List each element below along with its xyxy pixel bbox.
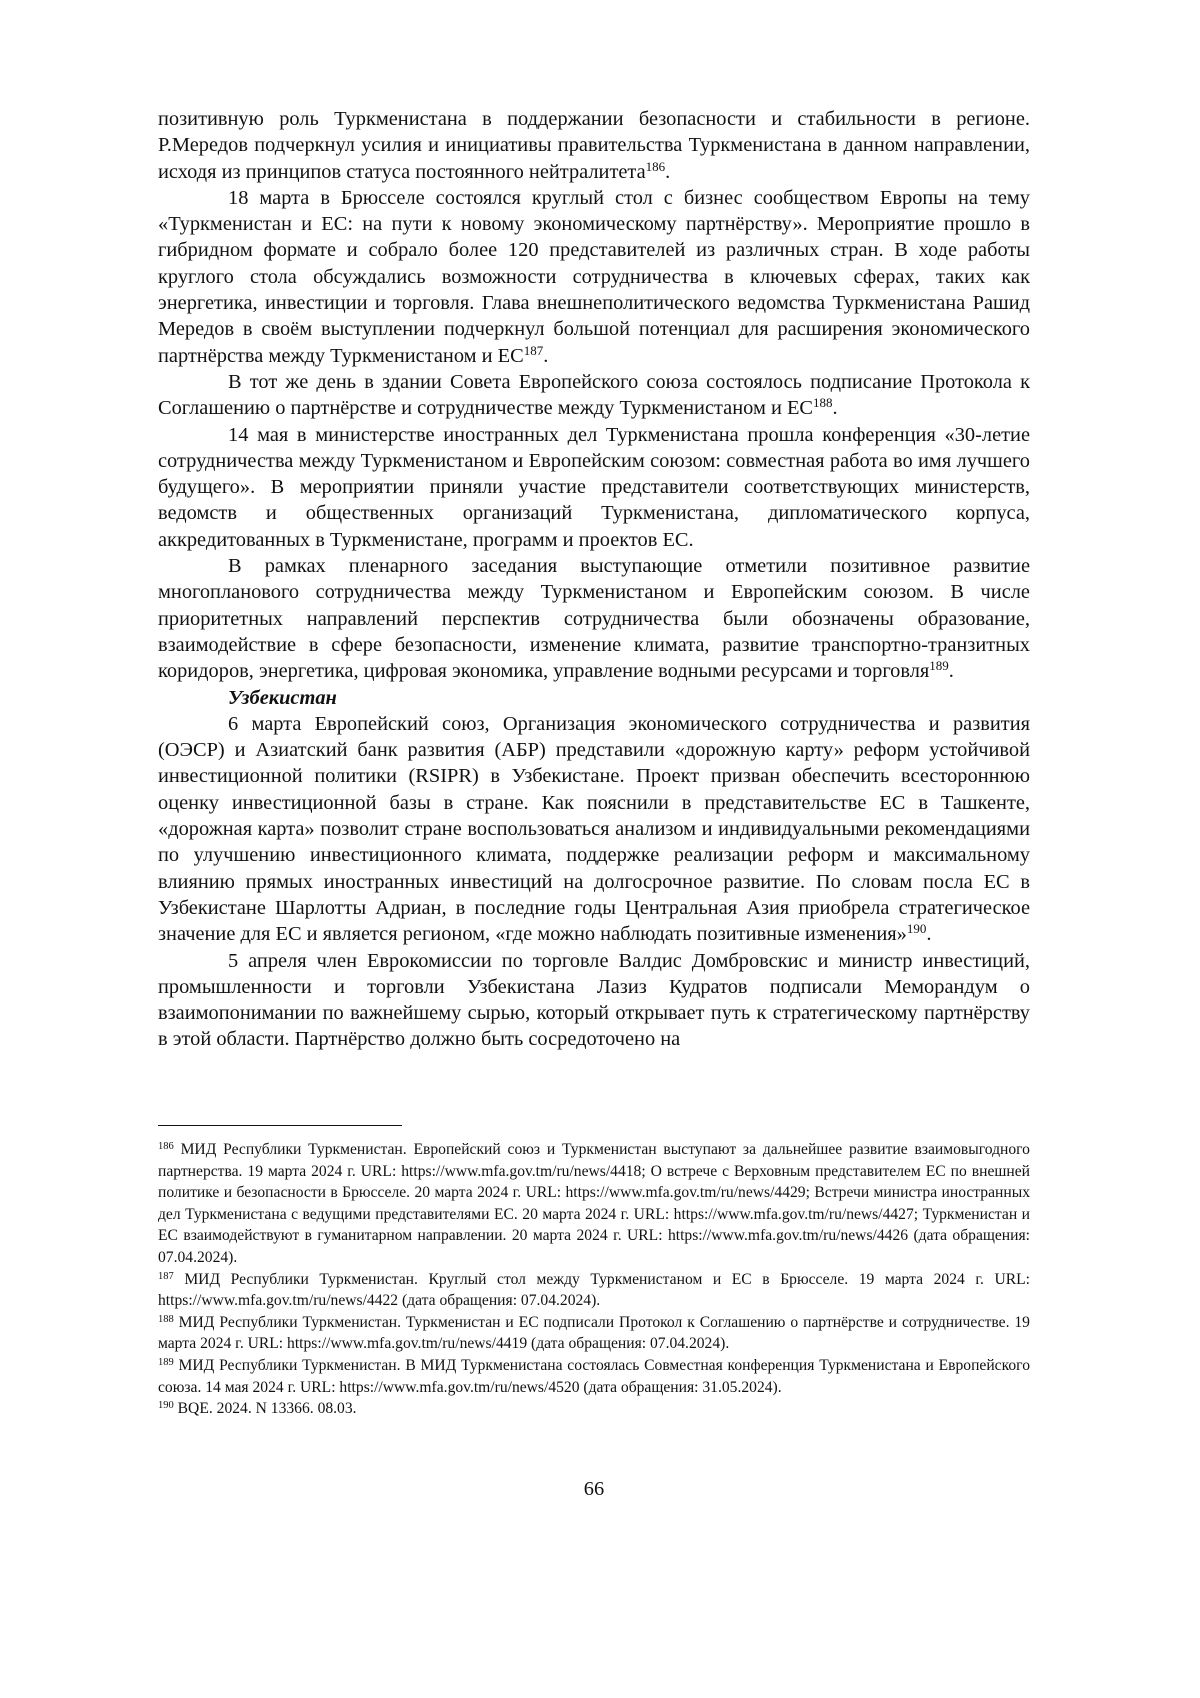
footnote [158, 1312, 1030, 1355]
footnote [158, 1355, 1030, 1398]
footnotes [158, 1139, 1030, 1420]
section-heading: Узбекистан [228, 686, 337, 709]
footnote-number: 190 [158, 1400, 174, 1412]
footnote-number: 186 [158, 1141, 174, 1152]
paragraph: В тот же день в здании Совета Европейского союза состоялось подписание Протокола к Соглашению о партнёрстве и сотрудничестве между Туркменистаном и ЕС$^{188}$. [158, 370, 1030, 420]
footnote [158, 1139, 1030, 1269]
paragraph-text: В рамках пленарного заседания выступающие отметили позитивное развитие многопланового сотрудничества между Туркменистаном и Европейским союзом. В числе приоритетных направлений перспектив сотрудничества были обозначены образование, взаимодействие в сфере безопасности, изменение климата, развитие транспортно-транзитных коридоров, энергетика, цифровая экономика, управление водными ресурсами и торговля [158, 555, 1030, 683]
footnote-ref[interactable]: 187 [523, 342, 544, 358]
footnote-text: МИД Республики Туркменистан. Европейский союз и Туркменистан выступают за дальнейшее развитие взаимовыгодного партнерства. 19 марта 2024 г. URL: https://www.mfa.gov.tm/ru/news/4418; О встрече с Верховным представителем ЕС по внешней политике и безопасности в Брюсселе. 20 марта 2024 г. URL: https://www.mfa.gov.tm/ru/news/4429; Встречи министра иностранных дел Туркменистана с ведущими представителями ЕС. 20 марта 2024 г. URL: https://www.mfa.gov.tm/ru/news/4427; Туркменистан и ЕС взаимодействуют в гуманитарном направлении. 20 марта 2024 г. URL: https://www.mfa.gov.tm/ru/news/4426 (дата обращения: 07.04.2024). [158, 1141, 1030, 1266]
footnote-number: 188 [158, 1313, 174, 1325]
paragraph: 18 марта в Брюсселе состоялся круглый стол с бизнес сообществом Европы на тему «Туркменистан и ЕС: на пути к новому экономическому партнёрству». Мероприятие прошло в гибридном формате и собрало более 120 представителей из различных стран. В ходе работы круглого стола обсуждались возможности сотрудничества в ключевых сферах, таких как энергетика, инвестиции и торговля. Глава внешнеполитического ведомства Туркменистана Рашид Мередов в своём выступлении подчеркнул большой потенциал для расширения экономического партнёрства между Туркменистаном и ЕС$^{187}$. [158, 186, 1030, 367]
footnote-ref[interactable]: 186 [645, 158, 666, 174]
footnote-ref[interactable]: 190 [906, 921, 927, 937]
footnote-ref[interactable]: 188 [813, 395, 833, 411]
paragraph-text: 18 марта в Брюсселе состоялся круглый стол с бизнес сообществом Европы на тему «Туркменистан и ЕС: на пути к новому экономическому партнёрству». Мероприятие прошло в гибридном формате и собрало более 120 представителей из различных стран. В ходе работы круглого стола обсуждались возможности сотрудничества в ключевых сферах, таких как энергетика, инвестиции и торговля. Глава внешнеполитического ведомства Туркменистана Рашид Мередов в своём выступлении подчеркнул большой потенциал для расширения экономического партнёрства между Туркменистаном и ЕС [158, 186, 1030, 367]
body-text [158, 106, 1030, 1053]
paragraph-text: 5 апреля член Еврокомиссии по торговле Валдис Домбровскис и министр инвестиций, промышленности и торговли Узбекистана Лазиз Кудратов подписали Меморандум о взаимопонимании по важнейшему сырью, который открывает путь к стратегическому партнёрству в этой области. Партнёрство должно быть сосредоточено на [158, 949, 1030, 1051]
footnote [158, 1269, 1030, 1312]
footnote-ref[interactable]: 189 [929, 658, 949, 674]
footnote-separator [158, 1125, 402, 1126]
footnote [158, 1398, 1030, 1420]
footnote-text: МИД Республики Туркменистан. Туркменистан и ЕС подписали Протокол к Соглашению о партнёрстве и сотрудничестве. 19 марта 2024 г. URL: https://www.mfa.gov.tm/ru/news/4419 (дата обращения: 07.04.2024). [158, 1313, 1030, 1353]
paragraph-text: позитивную роль Туркменистана в поддержании безопасности и стабильности в регионе. Р.Мередов подчеркнул усилия и инициативы правительства Туркменистана в данном направлении, исходя из принципов статуса постоянного нейтралитета [158, 108, 1030, 183]
paragraph [158, 422, 1030, 553]
footnote-number: 189 [158, 1356, 174, 1368]
footnote-number: 187 [158, 1270, 174, 1282]
paragraph: позитивную роль Туркменистана в поддержании безопасности и стабильности в регионе. Р.Мередов подчеркнул усилия и инициативы правительства Туркменистана в данном направлении, исходя из принципов статуса постоянного нейтралитета$^{186}$. [158, 108, 1030, 183]
paragraph-text: В тот же день в здании Совета Европейского союза состоялось подписание Протокола к Соглашению о партнёрстве и сотрудничестве между Туркменистаном и ЕС [158, 370, 1030, 420]
paragraph: 6 марта Европейский союз, Организация экономического сотрудничества и развития (ОЭСР) и Азиатский банк развития (АБР) представили «дорожную карту» реформ устойчивой инвестиционной политики (RSIPR) в Узбекистане. Проект призван обеспечить всестороннюю оценку инвестиционной базы в стране. Как пояснили в представительстве ЕС в Ташкенте, «дорожная карта» позволит стране воспользоваться анализом и индивидуальными рекомендациями по улучшению инвестиционного климата, поддержке реализации реформ и максимальному влиянию прямых иностранных инвестиций на долгосрочное развитие. По словам посла ЕС в Узбекистане Шарлотты Адриан, в последние годы Центральная Азия приобрела стратегическое значение для ЕС и является регионом, «где можно наблюдать позитивные изменения»$^{190}$. [158, 712, 1030, 946]
paragraph: В рамках пленарного заседания выступающие отметили позитивное развитие многопланового сотрудничества между Туркменистаном и Европейским союзом. В числе приоритетных направлений перспектив сотрудничества были обозначены образование, взаимодействие в сфере безопасности, изменение климата, развитие транспортно-транзитных коридоров, энергетика, цифровая экономика, управление водными ресурсами и торговля$^{189}$. [158, 555, 1030, 683]
paragraph [158, 948, 1030, 1053]
footnote-text: BQE. 2024. N 13366. 08.03. [177, 1400, 357, 1418]
paragraph-text: 14 мая в министерстве иностранных дел Туркменистана прошла конференция «30-летие сотрудничества между Туркменистаном и Европейским союзом: совместная работа во имя лучшего будущего». В мероприятии приняли участие представители соответствующих министерств, ведомств и общественных организаций Туркменистана, дипломатического корпуса, аккредитованных в Туркменистане, программ и проектов ЕС. [158, 423, 1030, 551]
paragraph-text: 6 марта Европейский союз, Организация экономического сотрудничества и развития (ОЭСР) и Азиатский банк развития (АБР) представили «дорожную карту» реформ устойчивой инвестиционной политики (RSIPR) в Узбекистане. Проект призван обеспечить всестороннюю оценку инвестиционной базы в стране. Как пояснили в представительстве ЕС в Ташкенте, «дорожная карта» позволит стране воспользоваться анализом и индивидуальными рекомендациями по улучшению инвестиционного климата, поддержке реализации реформ и максимальному влиянию прямых иностранных инвестиций на долгосрочное развитие. По словам посла ЕС в Узбекистане Шарлотты Адриан, в последние годы Центральная Азия приобрела стратегическое значение для ЕС и является регионом, «где можно наблюдать позитивные изменения» [158, 712, 1030, 946]
page-number: 66 [583, 1478, 605, 1500]
footnote-text: МИД Республики Туркменистан. В МИД Туркменистана состоялась Совместная конференция Туркменистана и Европейского союза. 14 мая 2024 г. URL: https://www.mfa.gov.tm/ru/news/4520 (дата обращения: 31.05.2024). [158, 1356, 1030, 1396]
footnote-text: МИД Республики Туркменистан. Круглый стол между Туркменистаном и ЕС в Брюсселе. 19 марта 2024 г. URL: https://www.mfa.gov.tm/ru/news/4422 (дата обращения: 07.04.2024). [158, 1270, 1030, 1310]
